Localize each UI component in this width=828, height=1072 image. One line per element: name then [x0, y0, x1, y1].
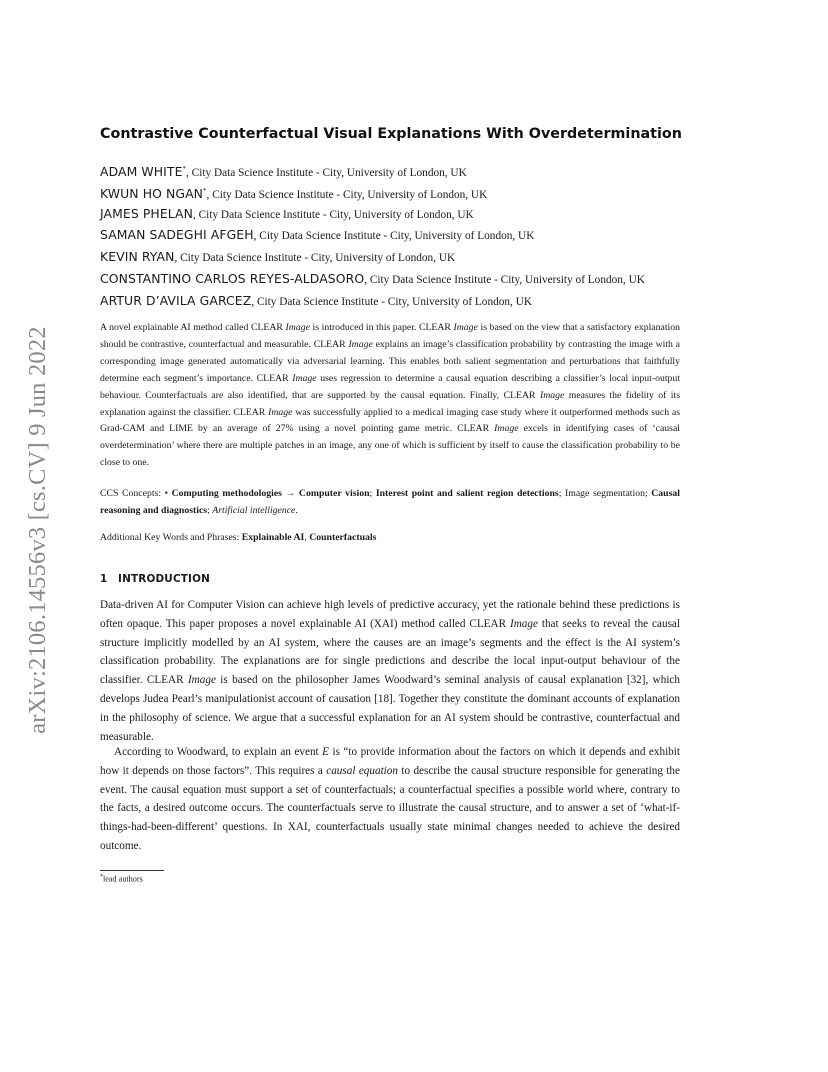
author-affiliation: , City Data Science Institute - City, University of London, UK: [193, 208, 474, 221]
author-mark: *: [203, 186, 207, 195]
footnote: [100, 874, 143, 884]
author-name: JAMES PHELAN: [100, 205, 193, 221]
footnote-mark: *: [100, 874, 103, 880]
abstract: A novel explainable AI method called CLEAR Image is introduced in this paper. CLEAR Image is based on the view that a satisfactory explanation should be contrastive, counterfactual and measurable. CLEAR Image explains an image’s classification probability by contrasting the image with a corresponding image generated automatically via adversarial learning. This enables both salient segmentation and perturbations that faithfully determine each segment’s importance. CLEAR Image uses regression to determine a causal equation describing a classifier’s local input-output behaviour. Counterfactuals are also identified, that are supported by the causal equation. Finally, CLEAR Image measures the fidelity of its explanation against the classifier. CLEAR Image was successfully applied to a medical imaging case study where it outperformed methods such as Grad-CAM and LIME by an average of 27% using a novel pointing game metric. CLEAR Image excels in identifying cases of ‘causal overdetermination’ where there are multiple patches in an image, any one of which is sufficient by itself to cause the classification probability to be close to one.: [100, 322, 681, 469]
section-number: 1: [100, 573, 108, 585]
arxiv-stamp-text: arXiv:2106.14556v3 [cs.CV] 9 Jun 2022: [24, 326, 52, 734]
author-name: CONSTANTINO CARLOS REYES-ALDASORO: [100, 270, 365, 286]
author-affiliation: , City Data Science Institute - City, University of London, UK: [251, 295, 533, 308]
author-name: SAMAN SADEGHI AFGEH: [100, 227, 254, 243]
footnote-text: lead authors: [103, 874, 143, 884]
intro-paragraph: Data-driven AI for Computer Vision can achieve high levels of predictive accuracy, yet the rationale behind these predictions is often opaque. This paper proposes a novel explainable AI (XAI) method called CLEAR Image that seeks to reveal the causal structure implicitly modelled by an AI system, where the causes are an image’s segments and the effect is the AI system’s classification probability. The explanations are for single predictions and describe the local input-output behaviour of the classifier. CLEAR Image is based on the philosopher James Woodward’s seminal analysis of causal explanation [32], which develops Judea Pearl’s manipulationist account of causation [18]. Together they constitute the dominant accounts of explanation in the philosophy of science. We argue that a successful explanation for an AI system should be contrastive, counterfactual and measurable.: [100, 599, 681, 743]
author-affiliation: , City Data Science Institute - City, University of London, UK: [174, 252, 456, 265]
author-entry: [100, 181, 700, 203]
keywords: Additional Key Words and Phrases: Explainable AI, Counterfactuals: [100, 532, 377, 543]
author-affiliation: , City Data Science Institute - City, University of London, UK: [364, 273, 645, 286]
author-entry: [100, 224, 700, 246]
author-entry: [100, 203, 700, 225]
author-name: ADAM WHITE: [100, 163, 183, 179]
author-entry: [100, 246, 700, 268]
author-name: KWUN HO NGAN: [100, 185, 204, 201]
author-mark: *: [182, 165, 187, 173]
paper-title: Contrastive Counterfactual Visual Explanations With Overdetermination: [100, 126, 682, 142]
author-name: ARTUR D’AVILA GARCEZ: [100, 292, 252, 308]
author-affiliation: , City Data Science Institute - City, University of London, UK: [206, 188, 488, 201]
intro-paragraph: According to Woodward, to explain an event E is “to provide information about the factors on which it depends and exhibit how it depends on those factors”. This requires a causal equation to describe the causal structure responsible for generating the event. The causal equation must support a set of counterfactuals; a counterfactual specifies a possible world where, contrary to the facts, a desired outcome occurs. The counterfactuals serve to illustrate the causal structure, and to answer a set of ‘what-if-things-had-been-different’ questions. In XAI, counterfactuals usually state minimal changes needed to achieve the desired outcome.: [100, 746, 680, 852]
author-entry: [100, 290, 700, 312]
section-heading: [100, 573, 210, 585]
author-affiliation: , City Data Science Institute - City, University of London, UK: [253, 230, 535, 243]
author-entry: [100, 159, 700, 181]
section-title: INTRODUCTION: [118, 573, 211, 585]
arxiv-stamp: [18, 295, 58, 765]
footnote-rule: [100, 870, 164, 871]
author-name: KEVIN RYAN: [100, 249, 175, 265]
ccs-concepts: CCS Concepts: • Computing methodologies → Computer vision; Interest point and salient region detections; Image segmentation; Causal reasoning and diagnostics; Artificial intelligence.: [100, 488, 680, 516]
author-affiliation: , City Data Science Institute - City, University of London, UK: [186, 166, 467, 179]
author-list: [100, 159, 700, 312]
author-entry: [100, 268, 700, 290]
